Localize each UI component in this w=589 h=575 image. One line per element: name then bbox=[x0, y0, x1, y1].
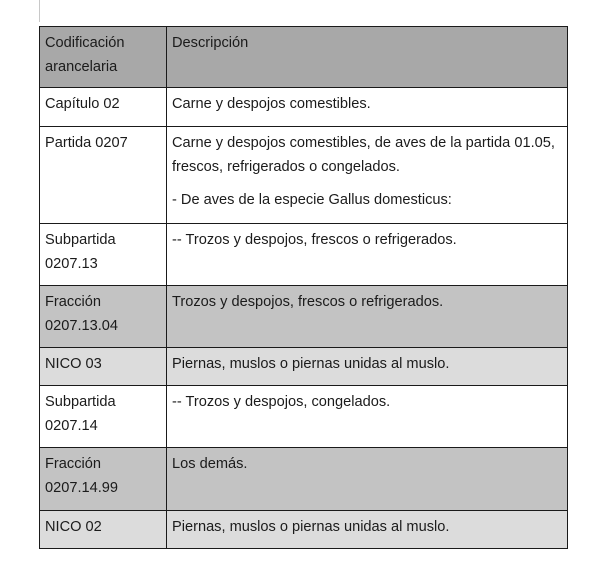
code-cell: Subpartida 0207.14 bbox=[40, 386, 167, 448]
page-margin-marker bbox=[39, 0, 40, 22]
code-cell: Fracción 0207.14.99 bbox=[40, 448, 167, 511]
description-cell: -- Trozos y despojos, frescos o refrigerados. bbox=[167, 224, 568, 286]
code-cell: Capítulo 02 bbox=[40, 88, 167, 127]
header-cell-code: Codificación arancelaria bbox=[40, 27, 167, 88]
table-row bbox=[40, 511, 568, 549]
code-cell: Partida 0207 bbox=[40, 127, 167, 224]
table-row bbox=[40, 386, 568, 448]
description-cell: Los demás. bbox=[167, 448, 568, 511]
description-cell bbox=[167, 127, 568, 224]
description-text: Carne y despojos comestibles, de aves de la partida 01.05, frescos, refrigerados o congelados. bbox=[172, 135, 555, 175]
table-row bbox=[40, 348, 568, 386]
header-cell-description: Descripción bbox=[167, 27, 568, 88]
description-cell: -- Trozos y despojos, congelados. bbox=[167, 386, 568, 448]
description-subheading: - De aves de la especie Gallus domesticus: bbox=[172, 192, 452, 208]
table-header-row bbox=[40, 27, 568, 88]
table-row bbox=[40, 286, 568, 348]
description-cell: Piernas, muslos o piernas unidas al muslo. bbox=[167, 348, 568, 386]
table-row bbox=[40, 448, 568, 511]
table-row bbox=[40, 88, 568, 127]
description-cell: Trozos y despojos, frescos o refrigerados. bbox=[167, 286, 568, 348]
code-cell: NICO 03 bbox=[40, 348, 167, 386]
code-cell: Fracción 0207.13.04 bbox=[40, 286, 167, 348]
description-cell: Carne y despojos comestibles. bbox=[167, 88, 568, 127]
code-cell: NICO 02 bbox=[40, 511, 167, 549]
tariff-classification-table bbox=[39, 26, 568, 549]
table-row bbox=[40, 224, 568, 286]
description-cell: Piernas, muslos o piernas unidas al muslo. bbox=[167, 511, 568, 549]
table-row bbox=[40, 127, 568, 224]
code-cell: Subpartida 0207.13 bbox=[40, 224, 167, 286]
